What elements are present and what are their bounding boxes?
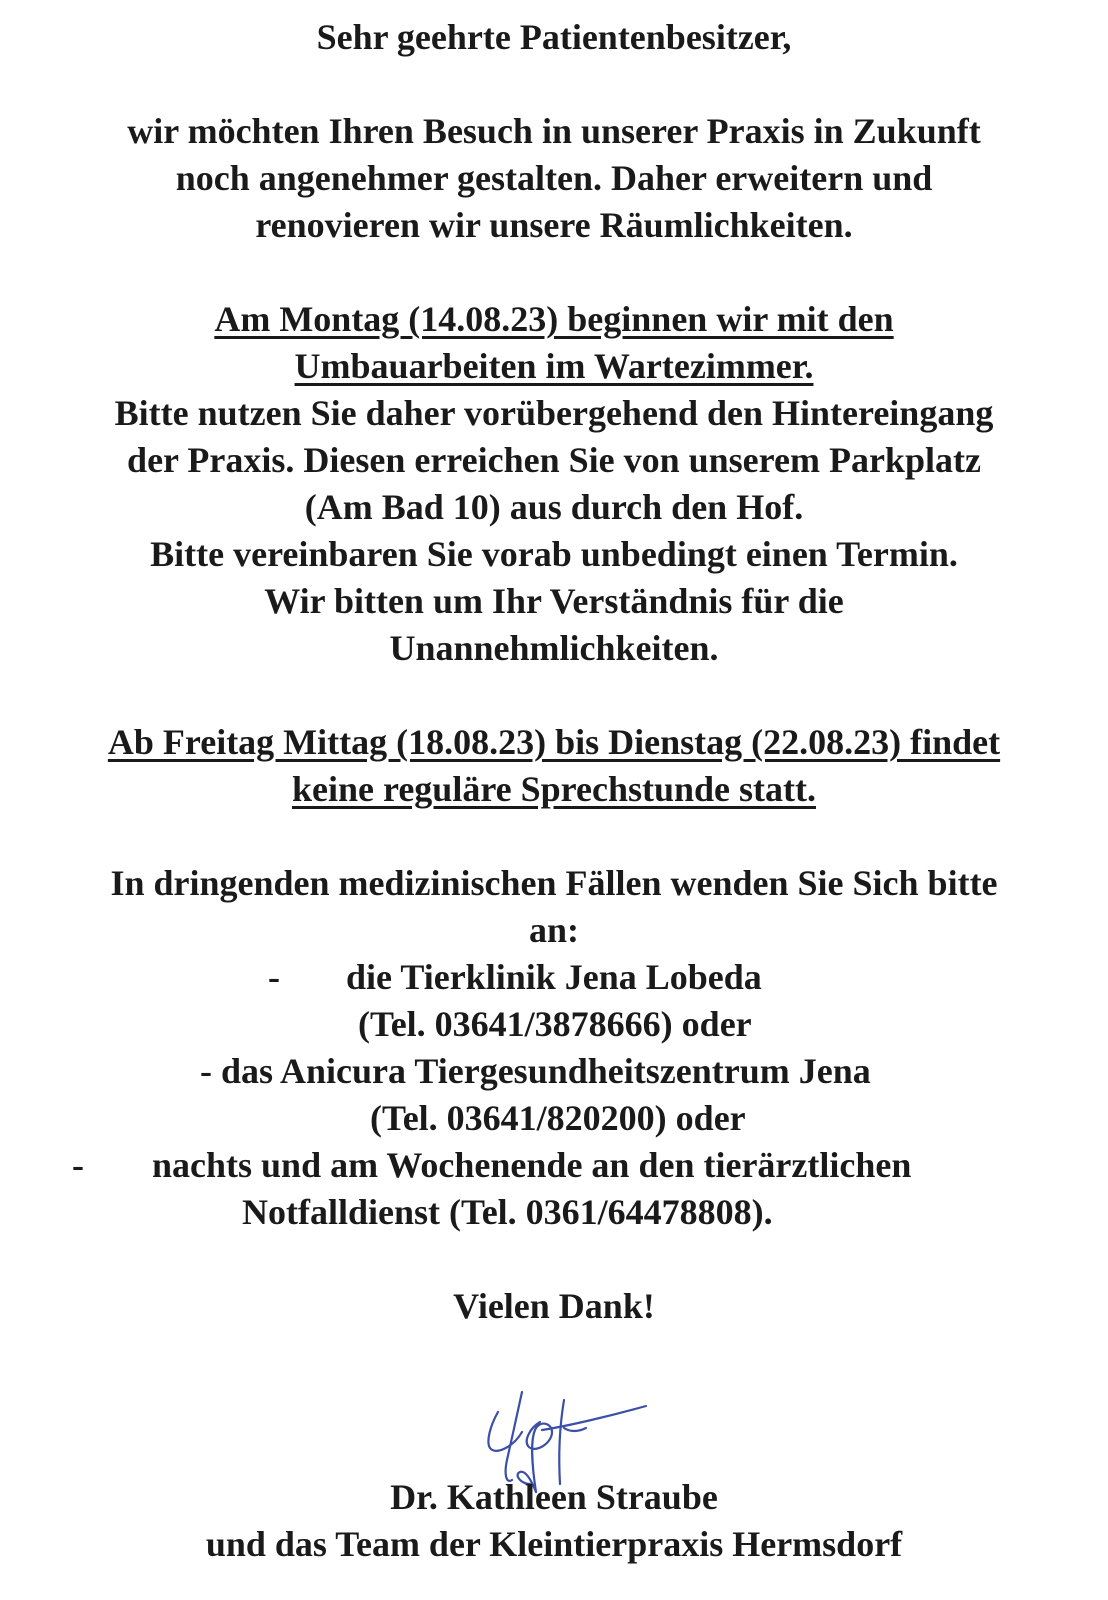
notice-renovation-line: Umbauarbeiten im Wartezimmer. xyxy=(294,346,814,386)
emergency-contact-anicura: - das Anicura Tiergesundheitszentrum Jena xyxy=(200,1051,871,1091)
instruction-line: (Am Bad 10) aus durch den Hof. xyxy=(304,487,804,527)
instruction-line: Unannehmlichkeiten. xyxy=(389,628,719,668)
notice-renovation-line: Am Montag (14.08.23) beginnen wir mit den xyxy=(214,299,894,339)
emergency-contact-notdienst: nachts und am Wochenende an den tierärztlichen xyxy=(152,1145,912,1185)
notice-closure-line: keine reguläre Sprechstunde statt. xyxy=(291,769,816,809)
instruction-line: Bitte nutzen Sie daher vorübergehend den Hintereingang xyxy=(114,393,994,433)
list-dash: - xyxy=(268,957,280,997)
emergency-contact-tierklinik: die Tierklinik Jena Lobeda xyxy=(346,957,762,997)
thanks: Vielen Dank! xyxy=(453,1286,655,1326)
emergency-contact-anicura-phone: (Tel. 03641/820200) oder xyxy=(370,1098,746,1138)
signatory-name: Dr. Kathleen Straube xyxy=(390,1477,718,1517)
emergency-contact-notdienst-phone: Notfalldienst (Tel. 0361/64478808). xyxy=(242,1192,773,1232)
intro-line: wir möchten Ihren Besuch in unserer Praxis in Zukunft xyxy=(127,111,981,151)
emergency-intro: In dringenden medizinischen Fällen wenden Sie Sich bitte xyxy=(110,863,998,903)
list-dash: - xyxy=(72,1145,84,1185)
notice-closure-line: Ab Freitag Mittag (18.08.23) bis Dienstag (22.08.23) findet xyxy=(107,722,1001,762)
emergency-intro: an: xyxy=(528,910,579,950)
instruction-line: Wir bitten um Ihr Verständnis für die xyxy=(264,581,844,621)
instruction-line: der Praxis. Diesen erreichen Sie von unserem Parkplatz xyxy=(127,440,981,480)
greeting: Sehr geehrte Patientenbesitzer, xyxy=(316,17,792,57)
instruction-line: Bitte vereinbaren Sie vorab unbedingt einen Termin. xyxy=(150,534,958,574)
intro-line: renovieren wir unsere Räumlichkeiten. xyxy=(255,205,853,245)
signatory-team: und das Team der Kleintierpraxis Hermsdorf xyxy=(205,1524,903,1564)
emergency-contact-tierklinik-phone: (Tel. 03641/3878666) oder xyxy=(358,1004,752,1044)
intro-line: noch angenehmer gestalten. Daher erweitern und xyxy=(175,158,933,198)
